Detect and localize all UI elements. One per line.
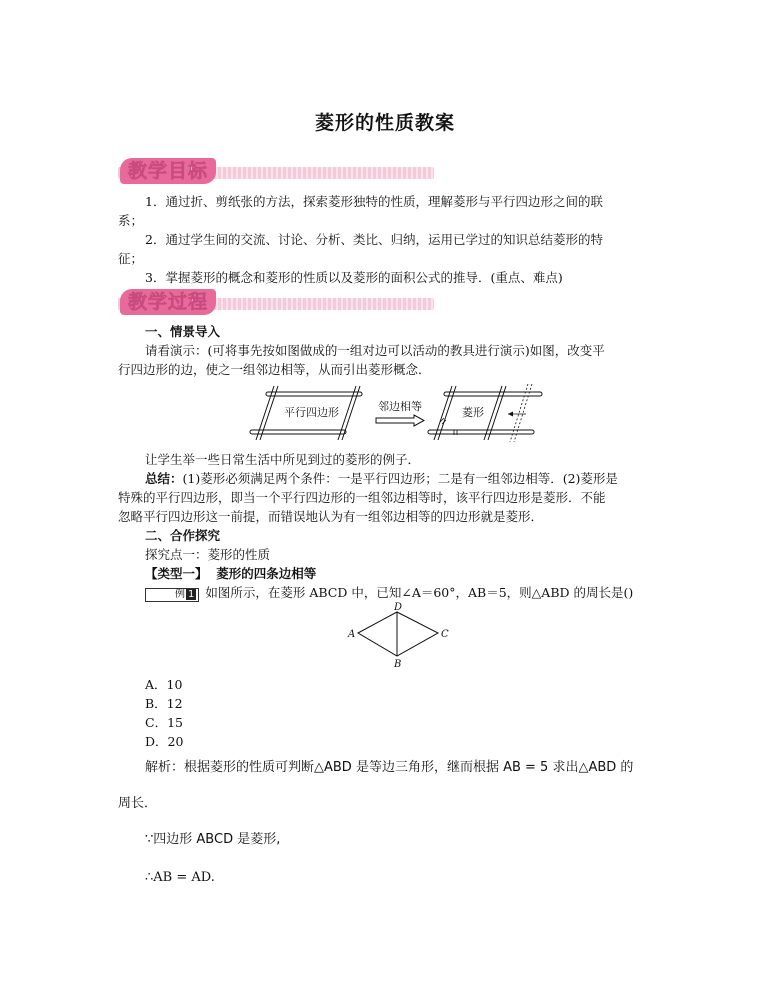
- vertex-b-label: B: [394, 659, 402, 670]
- analysis-line-2: 周长．: [118, 796, 158, 811]
- vertex-a-label: A: [348, 629, 356, 640]
- proof-line-2: ∴AB = AD.: [145, 870, 215, 885]
- summary-label: 总结：: [145, 471, 183, 486]
- type-title: 菱形的四条边相等: [216, 566, 317, 581]
- option-d: D．20: [145, 734, 184, 749]
- part1-title: 一、情景导入: [145, 324, 221, 339]
- vertex-d-label: D: [394, 602, 403, 613]
- vertex-c-label: C: [441, 629, 449, 640]
- summary-line-3: 忽略平行四边形这一前提，而错误地认为有一组邻边相等的四边形就是菱形．: [118, 509, 544, 524]
- goal-item-3: 3．掌握菱形的概念和菱形的性质以及菱形的面积公式的推导．(重点、难点): [145, 270, 563, 285]
- section-banner-goals: [118, 160, 434, 184]
- demo-line-2: 行四边形的边，使之一组邻边相等，从而引出菱形概念．: [118, 362, 431, 377]
- goal-item-1: 1．通过折、剪纸张的方法，探索菱形独特的性质，理解菱形与平行四边形之间的联: [145, 194, 603, 209]
- goal-item-2-cont: 征；: [118, 251, 144, 266]
- example-question-text: 如图所示，在菱形 ABCD 中，已知∠A＝60°，AB＝5，则△ABD 的周长是(): [205, 585, 634, 600]
- parallelogram-rhombus-figure: [244, 382, 544, 444]
- demo-line-1: 请看演示：(可将事先按如图做成的一组对边可以活动的教具进行演示)如图，改变平: [145, 343, 605, 358]
- examples-line: 让学生举一些日常生活中所见到过的菱形的例子．: [145, 452, 421, 467]
- document-title: 菱形的性质教案: [314, 112, 455, 134]
- goal-item-2: 2．通过学生间的交流、讨论、分析、类比、归纳，运用已学过的知识总结菱形的特: [145, 232, 603, 247]
- rhombus-label: 菱形: [462, 406, 484, 419]
- summary-text-1: (1)菱形必须满足两个条件：一是平行四边形；二是有一组邻边相等．(2)菱形是: [182, 471, 618, 486]
- section-heading-process: 教学过程: [120, 289, 216, 315]
- section-heading-goals: 教学目标: [120, 158, 216, 184]
- explore-point: 探究点一：菱形的性质: [145, 547, 271, 562]
- option-a: A．10: [145, 677, 183, 692]
- summary-line-1: [118, 469, 658, 489]
- part2-title: 二、合作探究: [145, 528, 221, 543]
- section-banner-process: [118, 291, 434, 315]
- option-c: C．15: [145, 715, 183, 730]
- transform-arrow: [376, 399, 424, 426]
- summary-line-2: 特殊的平行四边形，即当一个平行四边形的一组邻边相等时，该平行四边形是菱形．不能: [118, 490, 606, 505]
- goal-item-1-cont: 系；: [118, 213, 144, 228]
- parallelogram-model: [250, 386, 362, 440]
- example-badge: 例 1: [145, 588, 199, 602]
- option-b: B．12: [145, 696, 183, 711]
- arrow-label: 邻边相等: [378, 400, 422, 413]
- rhombus-model: [428, 384, 542, 442]
- type-label: 【类型一】: [145, 566, 208, 581]
- proof-line-1: ∵四边形 ABCD 是菱形,: [145, 832, 281, 847]
- type-heading: [118, 564, 658, 584]
- rhombus-abcd-diagram: [340, 600, 460, 672]
- analysis-line-1: 解析：根据菱形的性质可判断△ABD 是等边三角形，继而根据 AB = 5 求出△ABD 的: [145, 760, 634, 775]
- parallelogram-label: 平行四边形: [284, 406, 339, 419]
